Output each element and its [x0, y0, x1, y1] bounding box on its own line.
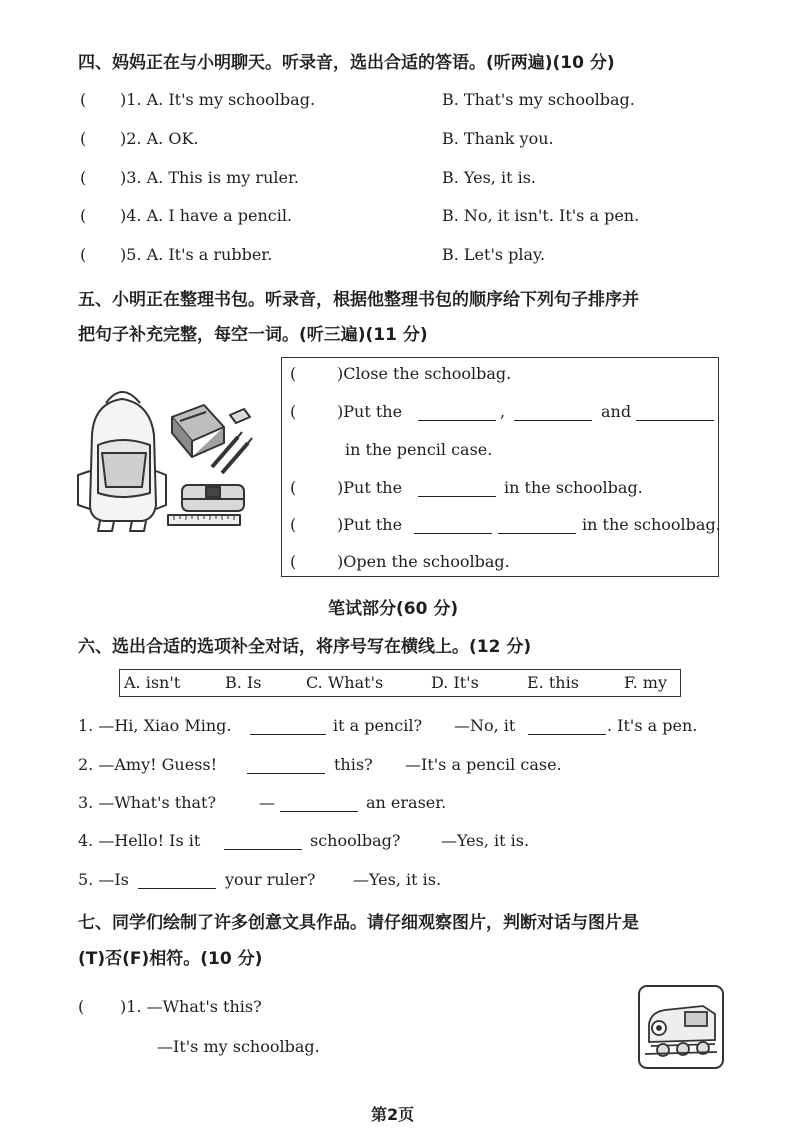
- option-box: [119, 669, 681, 697]
- s4-q1-paren[interactable]: (: [80, 90, 87, 109]
- option-c: C. What's: [306, 673, 384, 692]
- s4-q1-a: )1. A. It's my schoolbag.: [120, 90, 316, 109]
- s4-q3-paren[interactable]: (: [80, 168, 87, 187]
- written-part-title: 笔试部分(60 分): [328, 599, 459, 619]
- section6-title: 六、选出合适的选项补全对话，将序号写在横线上。(12 分): [78, 637, 532, 657]
- s6-q3-c: an eraser.: [366, 793, 447, 812]
- section5-sentence-box: [281, 357, 719, 577]
- s6-q1-blank-1[interactable]: [250, 720, 326, 735]
- option-d: D. It's: [431, 673, 479, 692]
- s5-r4-blank-1[interactable]: [414, 519, 492, 534]
- s4-q5-paren[interactable]: (: [80, 245, 87, 264]
- s5-r4-tail: in the schoolbag.: [582, 515, 721, 534]
- s6-q2-a: 2. —Amy! Guess!: [78, 755, 218, 774]
- s6-q4-a: 4. —Hello! Is it: [78, 831, 201, 850]
- s4-q3-a: )3. A. This is my ruler.: [120, 168, 299, 187]
- s7-q1-answer: —It's my schoolbag.: [157, 1037, 320, 1056]
- s5-r3-blank[interactable]: [418, 482, 496, 497]
- page-number: 第2页: [371, 1105, 415, 1124]
- s6-q1-a: 1. —Hi, Xiao Ming.: [78, 716, 232, 735]
- s6-q5-blank[interactable]: [138, 874, 216, 889]
- s5-r2-paren[interactable]: (: [290, 402, 297, 421]
- s6-q1-c: —No, it: [454, 716, 516, 735]
- train-pencil-box-image: [637, 984, 725, 1070]
- option-a: A. isn't: [124, 673, 181, 692]
- s5-r5-paren[interactable]: (: [290, 552, 297, 571]
- s5-r2-and: and: [601, 402, 632, 421]
- s5-r4-paren[interactable]: (: [290, 515, 297, 534]
- s4-q5-a: )5. A. It's a rubber.: [120, 245, 273, 264]
- option-b: B. Is: [225, 673, 262, 692]
- s6-q2-b: this?: [334, 755, 373, 774]
- s6-q4-blank[interactable]: [224, 835, 302, 850]
- section5-title-line1: 五、小明正在整理书包。听录音，根据他整理书包的顺序给下列句子排序并: [78, 290, 639, 310]
- section5-title-line2: 把句子补充完整，每空一词。(听三遍)(11 分): [78, 325, 428, 345]
- s5-r2-blank-3[interactable]: [636, 406, 714, 421]
- s4-q2-a: )2. A. OK.: [120, 129, 199, 148]
- s7-q1-paren[interactable]: (: [78, 997, 85, 1016]
- s4-q2-b: B. Thank you.: [442, 129, 554, 148]
- s6-q3-blank[interactable]: [280, 797, 358, 812]
- s4-q5-b: B. Let's play.: [442, 245, 546, 264]
- s6-q5-c: —Yes, it is.: [353, 870, 442, 889]
- section7-title-line1: 七、同学们绘制了许多创意文具作品。请仔细观察图片，判断对话与图片是: [78, 913, 639, 933]
- section4-title: 四、妈妈正在与小明聊天。听录音，选出合适的答语。(听两遍)(10 分): [78, 53, 615, 73]
- s4-q4-a: )4. A. I have a pencil.: [120, 206, 293, 225]
- s4-q4-b: B. No, it isn't. It's a pen.: [442, 206, 640, 225]
- s5-r3-paren[interactable]: (: [290, 478, 297, 497]
- s5-r3-text: )Put the: [337, 478, 403, 497]
- s5-r2-continuation: in the pencil case.: [345, 440, 493, 459]
- s6-q2-c: —It's a pencil case.: [405, 755, 562, 774]
- s5-r1-text: )Close the schoolbag.: [337, 364, 512, 383]
- s4-q2-paren[interactable]: (: [80, 129, 87, 148]
- schoolbag-stationery-illustration: [72, 375, 262, 535]
- s5-r2-text: )Put the: [337, 402, 403, 421]
- s4-q4-paren[interactable]: (: [80, 206, 87, 225]
- s6-q2-blank[interactable]: [247, 759, 325, 774]
- s5-r3-tail: in the schoolbag.: [504, 478, 643, 497]
- s6-q4-b: schoolbag?: [310, 831, 401, 850]
- option-e: E. this: [527, 673, 579, 692]
- option-f: F. my: [624, 673, 667, 692]
- s7-q1-question: )1. —What's this?: [120, 997, 262, 1016]
- s5-r2-blank-2[interactable]: [514, 406, 592, 421]
- s5-r4-blank-2[interactable]: [498, 519, 576, 534]
- s6-q1-b: it a pencil?: [333, 716, 423, 735]
- s6-q3-b: —: [259, 793, 275, 812]
- s6-q1-d: . It's a pen.: [607, 716, 698, 735]
- s5-r1-paren[interactable]: (: [290, 364, 297, 383]
- s5-r2-blank-1[interactable]: [418, 406, 496, 421]
- s5-r5-text: )Open the schoolbag.: [337, 552, 510, 571]
- section7-title-line2: (T)否(F)相符。(10 分): [78, 949, 263, 969]
- s6-q1-blank-2[interactable]: [528, 720, 606, 735]
- s6-q4-c: —Yes, it is.: [441, 831, 530, 850]
- s4-q3-b: B. Yes, it is.: [442, 168, 536, 187]
- s6-q5-b: your ruler?: [225, 870, 316, 889]
- s5-r2-comma: ,: [500, 402, 506, 421]
- s6-q5-a: 5. —Is: [78, 870, 129, 889]
- s4-q1-b: B. That's my schoolbag.: [442, 90, 635, 109]
- s5-r4-text: )Put the: [337, 515, 403, 534]
- s6-q3-a: 3. —What's that?: [78, 793, 217, 812]
